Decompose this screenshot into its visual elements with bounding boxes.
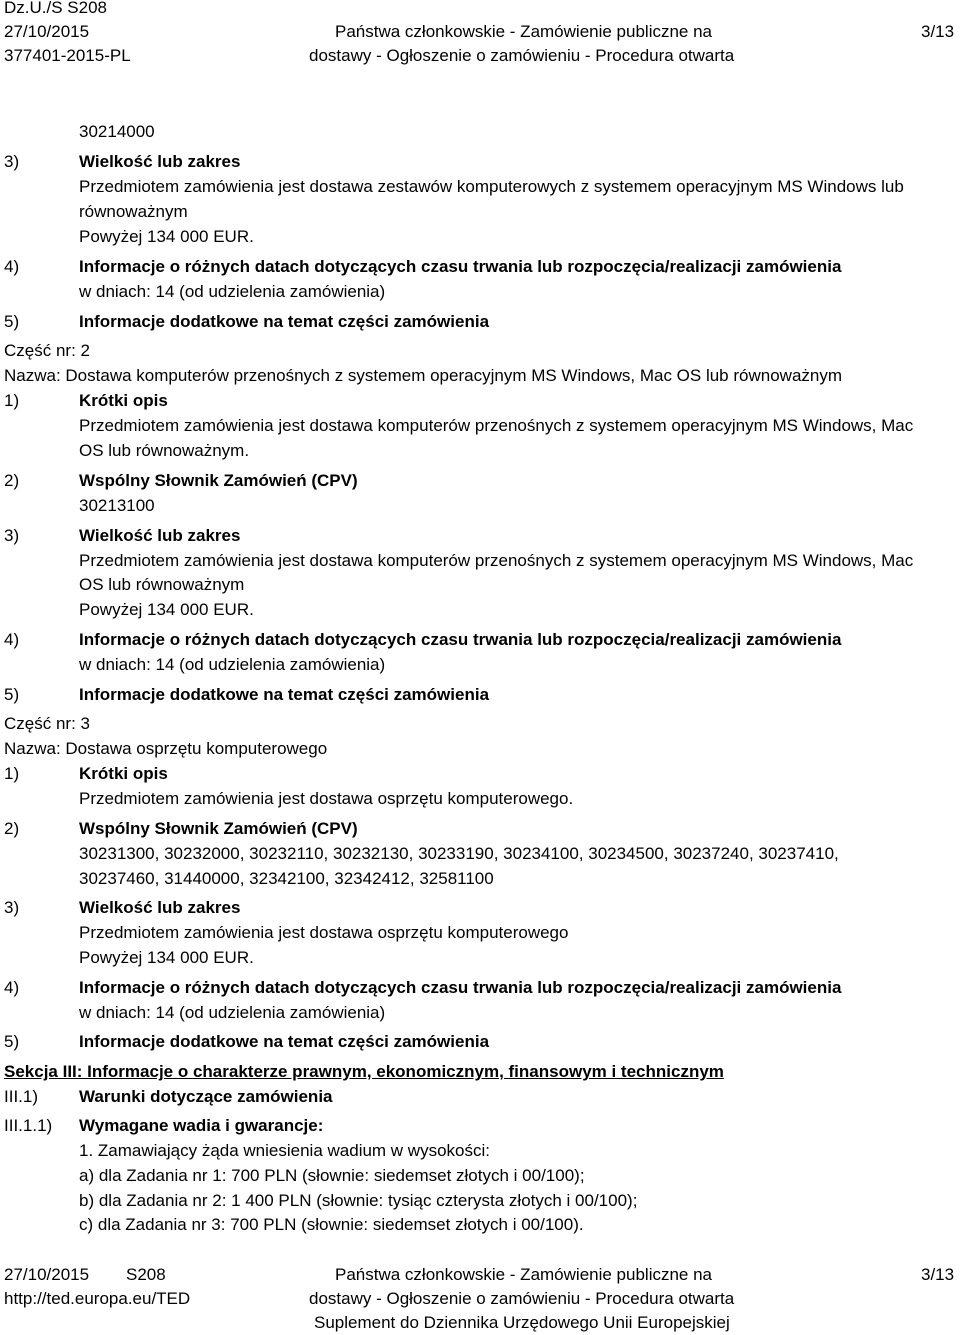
item-number: 1) [4, 391, 20, 410]
item-number: 5) [4, 1032, 20, 1051]
item-title: Krótki opis [79, 764, 168, 783]
item-number: 3) [4, 526, 20, 545]
header-notice-id: 377401-2015-PL [4, 46, 131, 65]
part-3-name: Nazwa: Dostawa osprzętu komputerowego [4, 739, 328, 758]
item-title: Informacje dodatkowe na temat części zamówienia [79, 312, 490, 331]
part-2-dates-text: w dniach: 14 (od udzielenia zamówienia) [79, 655, 386, 674]
item-title: Wielkość lub zakres [79, 526, 241, 545]
part-2-number: Część nr: 2 [4, 341, 90, 360]
part-2-scope-text: Przedmiotem zamówienia jest dostawa komputerów przenośnych z systemem operacyjnym MS Windows, Mac [79, 551, 914, 570]
part-3-scope-value: Powyżej 134 000 EUR. [79, 948, 254, 967]
part-2-name: Nazwa: Dostawa komputerów przenośnych z systemem operacyjnym MS Windows, Mac OS lub równoważnym [4, 366, 843, 385]
section-3-1-1-text-4: c) dla Zadania nr 3: 700 PLN (słownie: siedemset złotych i 00/100). [79, 1215, 584, 1234]
footer-url: http://ted.europa.eu/TED [4, 1289, 191, 1308]
item-title: Wielkość lub zakres [79, 898, 241, 917]
item-number: 4) [4, 630, 20, 649]
item-title: Wspólny Słownik Zamówień (CPV) [79, 471, 358, 490]
footer-title-line-1: Państwa członkowskie - Zamówienie publiczne na [335, 1265, 713, 1284]
header-page-number: 3/13 [921, 22, 955, 41]
item-number: 4) [4, 257, 20, 276]
part-3-scope-text: Przedmiotem zamówienia jest dostawa osprzętu komputerowego [79, 923, 569, 942]
part-1-scope-text-cont: równoważnym [79, 202, 188, 221]
footer-issue: S208 [126, 1265, 166, 1284]
part-2-scope-text-cont: OS lub równoważnym [79, 575, 245, 594]
header-date: 27/10/2015 [4, 22, 90, 41]
section-3-title: Sekcja III: Informacje o charakterze prawnym, ekonomicznym, finansowym i technicznym [4, 1062, 724, 1081]
part-3-cpv-codes-cont: 30237460, 31440000, 32342100, 32342412, 32581100 [79, 869, 494, 888]
part-3-dates-text: w dniach: 14 (od udzielenia zamówienia) [79, 1003, 386, 1022]
part-3-desc-text: Przedmiotem zamówienia jest dostawa osprzętu komputerowego. [79, 789, 574, 808]
part-1-scope-value: Powyżej 134 000 EUR. [79, 227, 254, 246]
part-3-cpv-codes: 30231300, 30232000, 30232110, 30232130, 30233190, 30234100, 30234500, 30237240, 30237410, [79, 844, 839, 863]
footer-date: 27/10/2015 [4, 1265, 90, 1284]
section-3-1-1-text-1: 1. Zamawiający żąda wniesienia wadium w wysokości: [79, 1141, 490, 1160]
item-title: Krótki opis [79, 391, 168, 410]
section-3-1-1-text-2: a) dla Zadania nr 1: 700 PLN (słownie: siedemset złotych i 00/100); [79, 1166, 585, 1185]
item-title: Informacje dodatkowe na temat części zamówienia [79, 685, 490, 704]
item-number: 4) [4, 978, 20, 997]
item-number: 2) [4, 819, 20, 838]
footer-title-line-2: dostawy - Ogłoszenie o zamówieniu - Procedura otwarta [309, 1289, 735, 1308]
item-number: 3) [4, 898, 20, 917]
item-number: 5) [4, 685, 20, 704]
header-title-line-2: dostawy - Ogłoszenie o zamówieniu - Procedura otwarta [309, 46, 735, 65]
header-journal-ref: Dz.U./S S208 [4, 0, 107, 17]
item-title: Wspólny Słownik Zamówień (CPV) [79, 819, 358, 838]
item-title: Informacje dodatkowe na temat części zamówienia [79, 1032, 490, 1051]
item-title: Wielkość lub zakres [79, 152, 241, 171]
part-2-cpv-code: 30213100 [79, 496, 155, 515]
item-title: Informacje o różnych datach dotyczących czasu trwania lub rozpoczęcia/realizacji zamówienia [79, 978, 842, 997]
item-number: 2) [4, 471, 20, 490]
part-1-dates-text: w dniach: 14 (od udzielenia zamówienia) [79, 282, 386, 301]
footer-page-number: 3/13 [921, 1265, 955, 1284]
part-1-scope-text: Przedmiotem zamówienia jest dostawa zestawów komputerowych z systemem operacyjnym MS Windows lub [79, 177, 904, 196]
header-title-line-1: Państwa członkowskie - Zamówienie publiczne na [335, 22, 713, 41]
item-title: Informacje o różnych datach dotyczących czasu trwania lub rozpoczęcia/realizacji zamówienia [79, 257, 842, 276]
section-3-1-1-text-3: b) dla Zadania nr 2: 1 400 PLN (słownie: tysiąc czterysta złotych i 00/100); [79, 1191, 638, 1210]
part-2-desc-text-cont: OS lub równoważnym. [79, 441, 250, 460]
part-2-scope-value: Powyżej 134 000 EUR. [79, 600, 254, 619]
item-title: Warunki dotyczące zamówienia [79, 1087, 333, 1106]
item-title: Informacje o różnych datach dotyczących czasu trwania lub rozpoczęcia/realizacji zamówienia [79, 630, 842, 649]
part-3-number: Część nr: 3 [4, 714, 90, 733]
item-number: III.1) [4, 1087, 39, 1106]
item-title: Wymagane wadia i gwarancje: [79, 1116, 324, 1135]
item-number: 3) [4, 152, 20, 171]
part-1-cpv-code: 30214000 [79, 122, 155, 141]
item-number: 1) [4, 764, 20, 783]
footer-supplement: Suplement do Dziennika Urzędowego Unii Europejskiej [314, 1313, 730, 1332]
item-number: III.1.1) [4, 1116, 53, 1135]
item-number: 5) [4, 312, 20, 331]
part-2-desc-text: Przedmiotem zamówienia jest dostawa komputerów przenośnych z systemem operacyjnym MS Windows, Mac [79, 416, 914, 435]
